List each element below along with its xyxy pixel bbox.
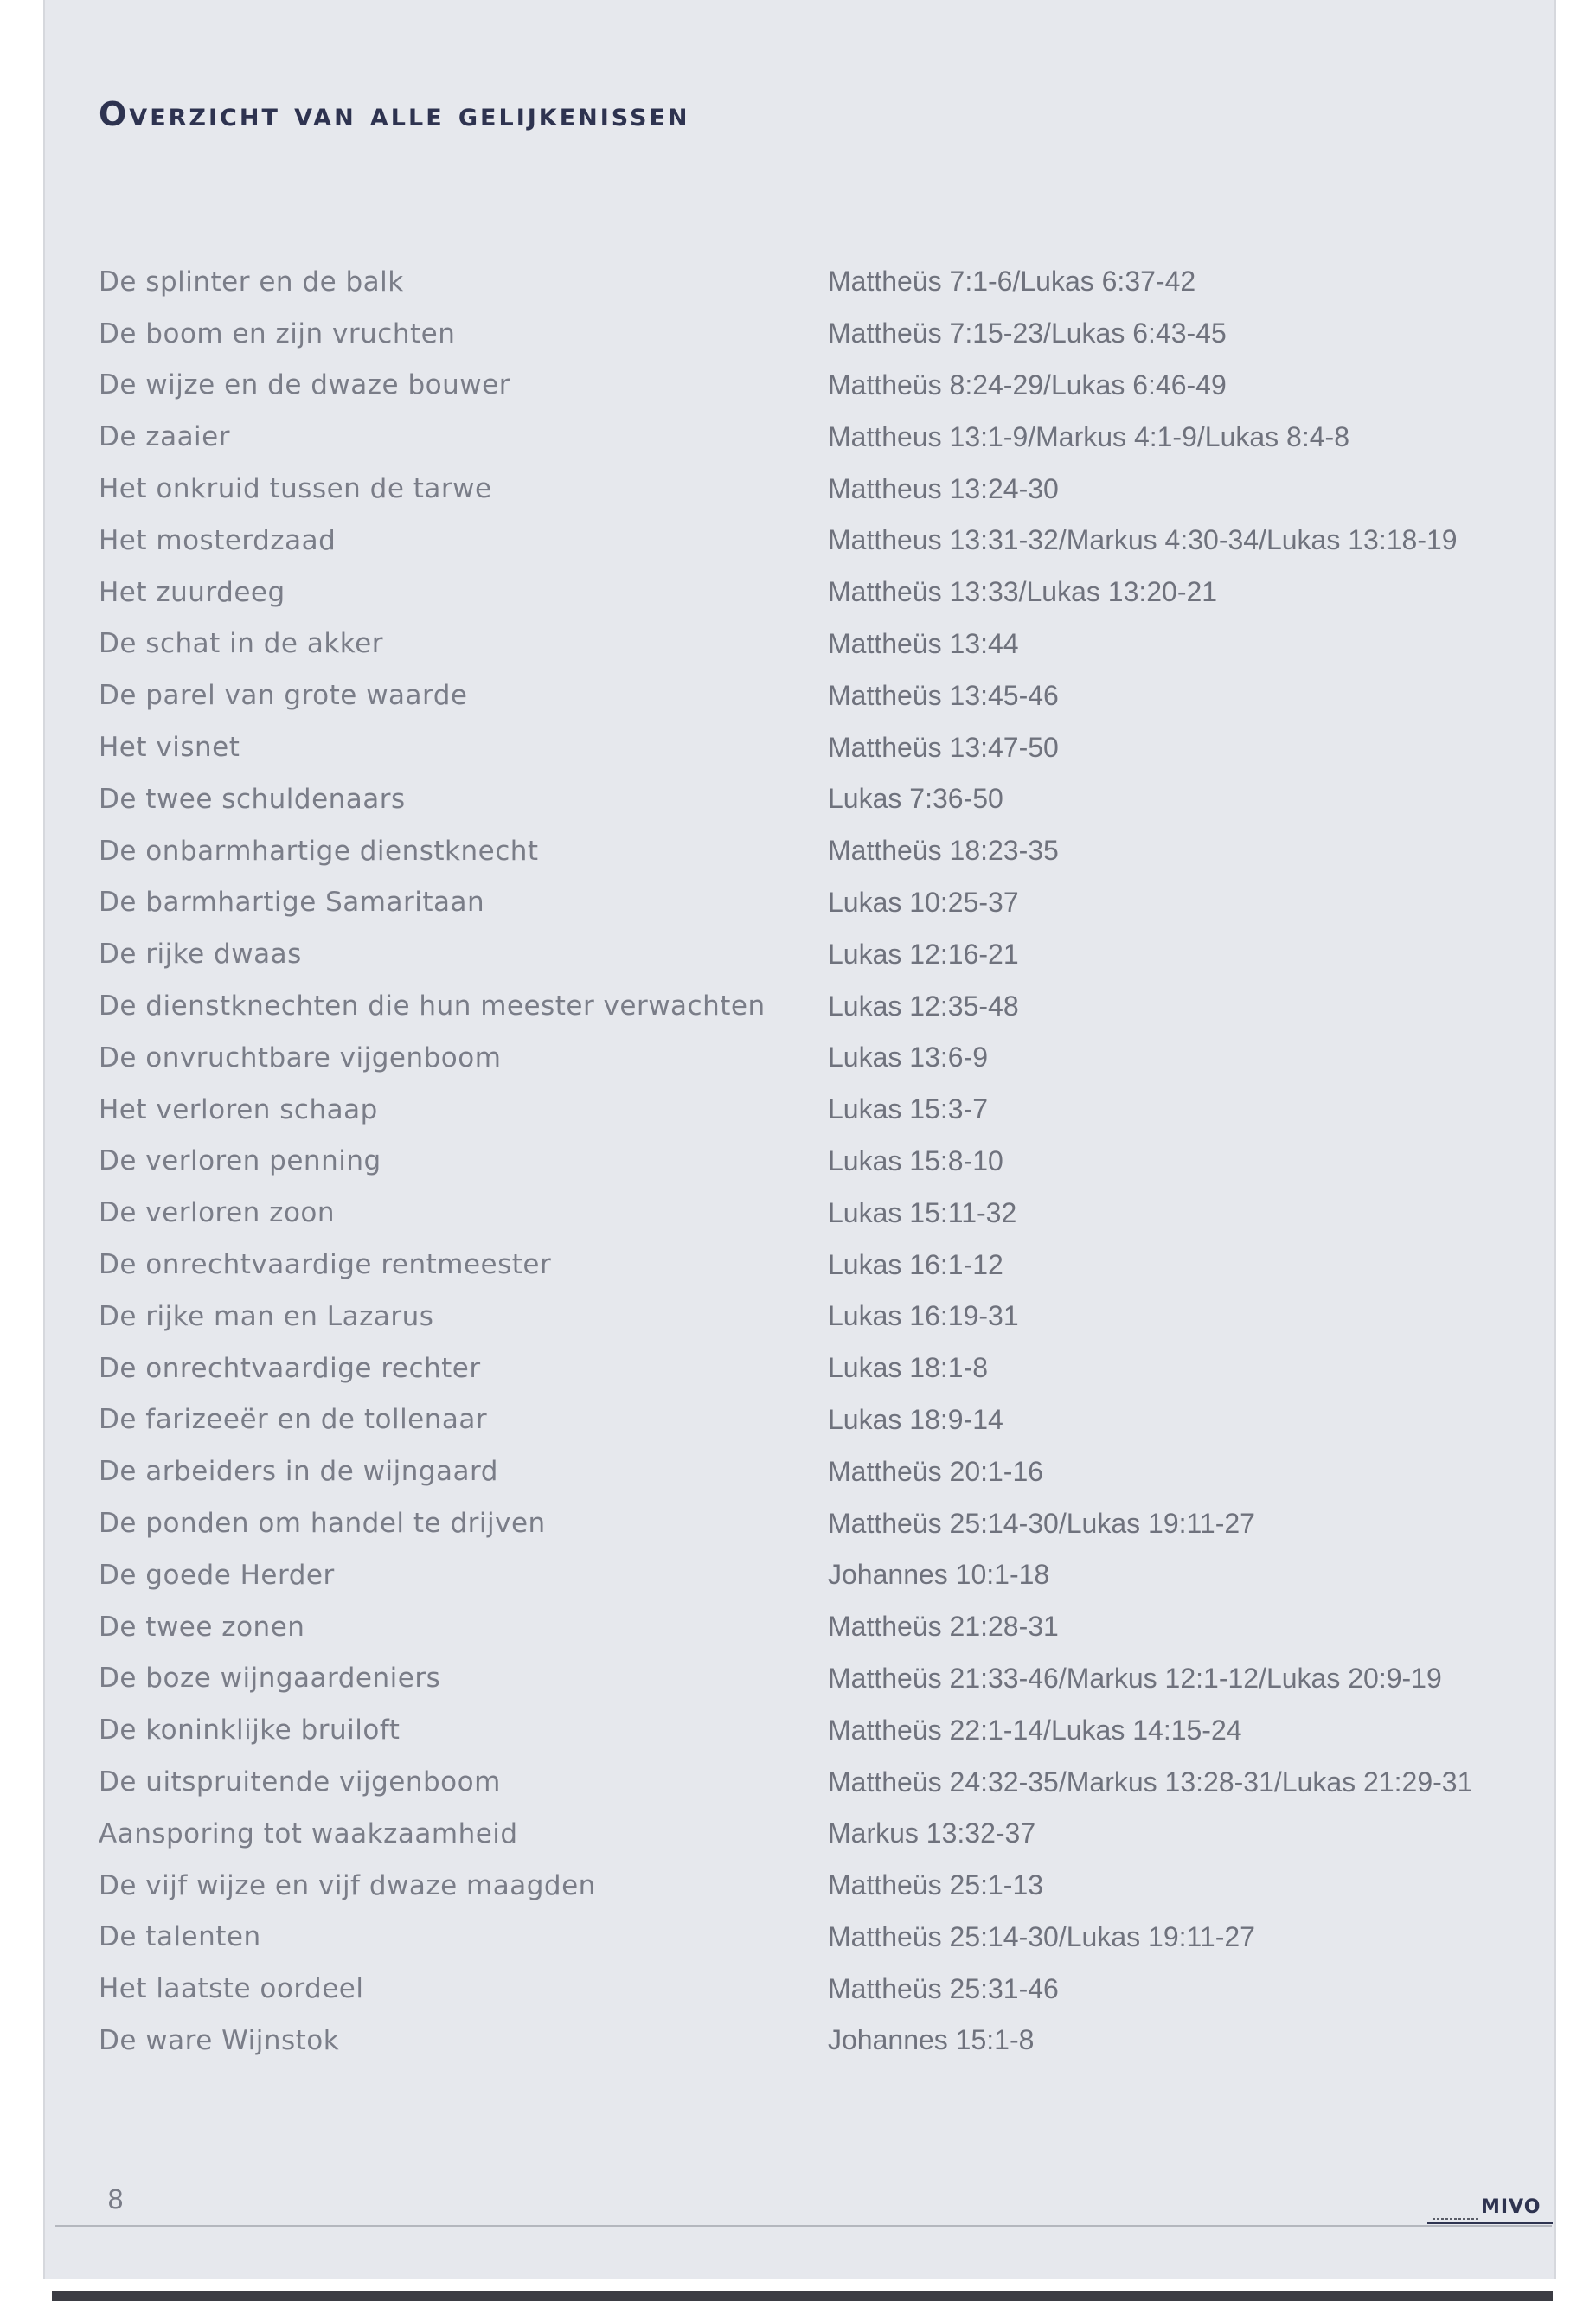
parable-row xyxy=(99,1704,1552,1756)
parable-reference: Mattheüs 13:44 xyxy=(828,627,1019,659)
parable-reference: Lukas 7:36-50 xyxy=(828,783,1003,815)
parable-row xyxy=(99,1653,1552,1705)
parable-reference: Lukas 15:3-7 xyxy=(828,1093,989,1125)
parable-row xyxy=(99,1032,1552,1084)
parable-reference: Lukas 16:1-12 xyxy=(828,1248,1003,1280)
parable-reference: Mattheüs 13:33/Lukas 13:20-21 xyxy=(828,576,1218,608)
parables-list xyxy=(99,256,1552,2067)
parable-title: De onbarmhartige dienstknecht xyxy=(99,835,539,867)
parable-row xyxy=(99,928,1552,980)
parable-reference: Lukas 18:1-8 xyxy=(828,1352,989,1384)
parable-reference: Lukas 16:19-31 xyxy=(828,1300,1019,1332)
parable-row xyxy=(99,360,1552,412)
parable-reference: Mattheüs 8:24-29/Lukas 6:46-49 xyxy=(828,369,1227,401)
document-page xyxy=(43,0,1556,2279)
parable-title: Het visnet xyxy=(99,732,240,764)
parable-row xyxy=(99,773,1552,825)
parable-title: Aansporing tot waakzaamheid xyxy=(99,1817,518,1849)
parable-reference: Johannes 15:1-8 xyxy=(828,2024,1035,2056)
parable-title: De arbeiders in de wijngaard xyxy=(99,1456,498,1488)
parable-reference: Markus 13:32-37 xyxy=(828,1817,1036,1849)
parable-title: De dienstknechten die hun meester verwachten xyxy=(99,990,766,1022)
parable-title: De talenten xyxy=(99,1921,261,1953)
parable-reference: Lukas 18:9-14 xyxy=(828,1403,1003,1435)
parable-reference: Lukas 12:16-21 xyxy=(828,938,1019,970)
parable-title: Het zuurdeeg xyxy=(99,576,285,608)
parable-title: De onrechtvaardige rentmeester xyxy=(99,1249,552,1281)
parable-reference: Lukas 12:35-48 xyxy=(828,990,1019,1022)
parable-reference: Mattheüs 22:1-14/Lukas 14:15-24 xyxy=(828,1714,1242,1746)
parable-row xyxy=(99,877,1552,929)
parable-row xyxy=(99,1497,1552,1549)
parable-row xyxy=(99,1445,1552,1497)
parable-title: De zaaier xyxy=(99,421,230,453)
parable-title: Het laatste oordeel xyxy=(99,1973,364,2005)
parable-row xyxy=(99,1860,1552,1912)
parable-reference: Mattheüs 20:1-16 xyxy=(828,1455,1044,1487)
page-number: 8 xyxy=(107,2185,125,2215)
parable-title: Het onkruid tussen de tarwe xyxy=(99,473,492,505)
parable-title: De verloren zoon xyxy=(99,1197,336,1229)
parable-title: De onrechtvaardige rechter xyxy=(99,1352,481,1384)
parable-title: De splinter en de balk xyxy=(99,266,404,298)
parable-row xyxy=(99,1549,1552,1601)
parable-title: De wijze en de dwaze bouwer xyxy=(99,369,510,401)
parable-reference: Mattheus 13:24-30 xyxy=(828,472,1059,504)
parable-row xyxy=(99,1084,1552,1136)
parable-row xyxy=(99,1963,1552,2015)
svg-text:MIVO: MIVO xyxy=(1481,2196,1542,2218)
parable-row xyxy=(99,2015,1552,2067)
parable-reference: Mattheüs 25:14-30/Lukas 19:11-27 xyxy=(828,1920,1255,1952)
parable-title: De twee zonen xyxy=(99,1611,305,1643)
parable-reference: Mattheüs 13:45-46 xyxy=(828,679,1059,711)
parable-reference: Lukas 10:25-37 xyxy=(828,886,1019,918)
parable-reference: Johannes 10:1-18 xyxy=(828,1559,1050,1591)
parable-reference: Mattheüs 24:32-35/Markus 13:28-31/Lukas 21:29-31 xyxy=(828,1766,1473,1798)
parable-reference: Mattheüs 18:23-35 xyxy=(828,835,1059,867)
parable-reference: Mattheus 13:1-9/Markus 4:1-9/Lukas 8:4-8 xyxy=(828,420,1349,452)
parable-title: De rijke man en Lazarus xyxy=(99,1300,434,1332)
parable-reference: Mattheüs 21:33-46/Markus 12:1-12/Lukas 20:9-19 xyxy=(828,1662,1442,1694)
parable-title: De vijf wijze en vijf dwaze maagden xyxy=(99,1869,596,1901)
parable-title: De barmhartige Samaritaan xyxy=(99,887,485,919)
parable-title: De boze wijngaardeniers xyxy=(99,1663,441,1695)
parable-title: De uitspruitende vijgenboom xyxy=(99,1766,501,1798)
parable-title: De goede Herder xyxy=(99,1559,335,1591)
parable-reference: Lukas 13:6-9 xyxy=(828,1042,989,1074)
parable-row xyxy=(99,1756,1552,1808)
parable-reference: Mattheüs 13:47-50 xyxy=(828,731,1059,763)
scan-edge-strip xyxy=(52,2291,1553,2301)
parable-title: De boom en zijn vruchten xyxy=(99,317,456,349)
parable-reference: Lukas 15:11-32 xyxy=(828,1196,1017,1228)
parable-title: Het verloren schaap xyxy=(99,1093,378,1125)
parable-reference: Lukas 15:8-10 xyxy=(828,1144,1003,1176)
parable-title: De farizeeër en de tollenaar xyxy=(99,1404,488,1436)
page-title: Overzicht van alle gelijkenissen xyxy=(99,95,690,133)
parable-row xyxy=(99,1343,1552,1394)
parable-row xyxy=(99,721,1552,773)
parable-title: De onvruchtbare vijgenboom xyxy=(99,1042,502,1074)
parable-title: De ponden om handel te drijven xyxy=(99,1508,546,1540)
parable-row xyxy=(99,980,1552,1032)
parable-row xyxy=(99,1136,1552,1188)
parable-row xyxy=(99,411,1552,463)
parable-reference: Mattheüs 25:31-46 xyxy=(828,1972,1059,2004)
parable-row xyxy=(99,1394,1552,1446)
parable-row xyxy=(99,1291,1552,1343)
parable-reference: Mattheüs 7:15-23/Lukas 6:43-45 xyxy=(828,317,1227,349)
parable-title: De koninklijke bruiloft xyxy=(99,1715,401,1747)
parable-row xyxy=(99,825,1552,877)
parable-row xyxy=(99,567,1552,619)
footer-divider xyxy=(55,2225,1552,2227)
parable-row xyxy=(99,1187,1552,1239)
parable-title: De parel van grote waarde xyxy=(99,680,468,712)
parable-reference: Mattheüs 21:28-31 xyxy=(828,1611,1059,1643)
parable-row xyxy=(99,1808,1552,1860)
parable-reference: Mattheüs 25:14-30/Lukas 19:11-27 xyxy=(828,1507,1255,1539)
parable-row xyxy=(99,1239,1552,1291)
parable-title: Het mosterdzaad xyxy=(99,524,337,556)
parable-row xyxy=(99,1601,1552,1653)
parable-row xyxy=(99,256,1552,308)
parable-row xyxy=(99,1912,1552,1964)
parable-row xyxy=(99,308,1552,360)
parable-row xyxy=(99,619,1552,670)
parable-row xyxy=(99,463,1552,515)
parable-reference: Mattheus 13:31-32/Markus 4:30-34/Lukas 13:18-19 xyxy=(828,524,1458,556)
parable-row xyxy=(99,515,1552,567)
parable-title: De rijke dwaas xyxy=(99,939,302,971)
parable-reference: Mattheüs 7:1-6/Lukas 6:37-42 xyxy=(828,266,1196,298)
parable-reference: Mattheüs 25:1-13 xyxy=(828,1869,1044,1901)
parable-title: De twee schuldenaars xyxy=(99,783,406,815)
brand-logo xyxy=(1427,2194,1553,2228)
parable-row xyxy=(99,670,1552,721)
parable-title: De verloren penning xyxy=(99,1145,381,1177)
parable-title: De schat in de akker xyxy=(99,628,383,660)
parable-title: De ware Wijnstok xyxy=(99,2024,340,2056)
